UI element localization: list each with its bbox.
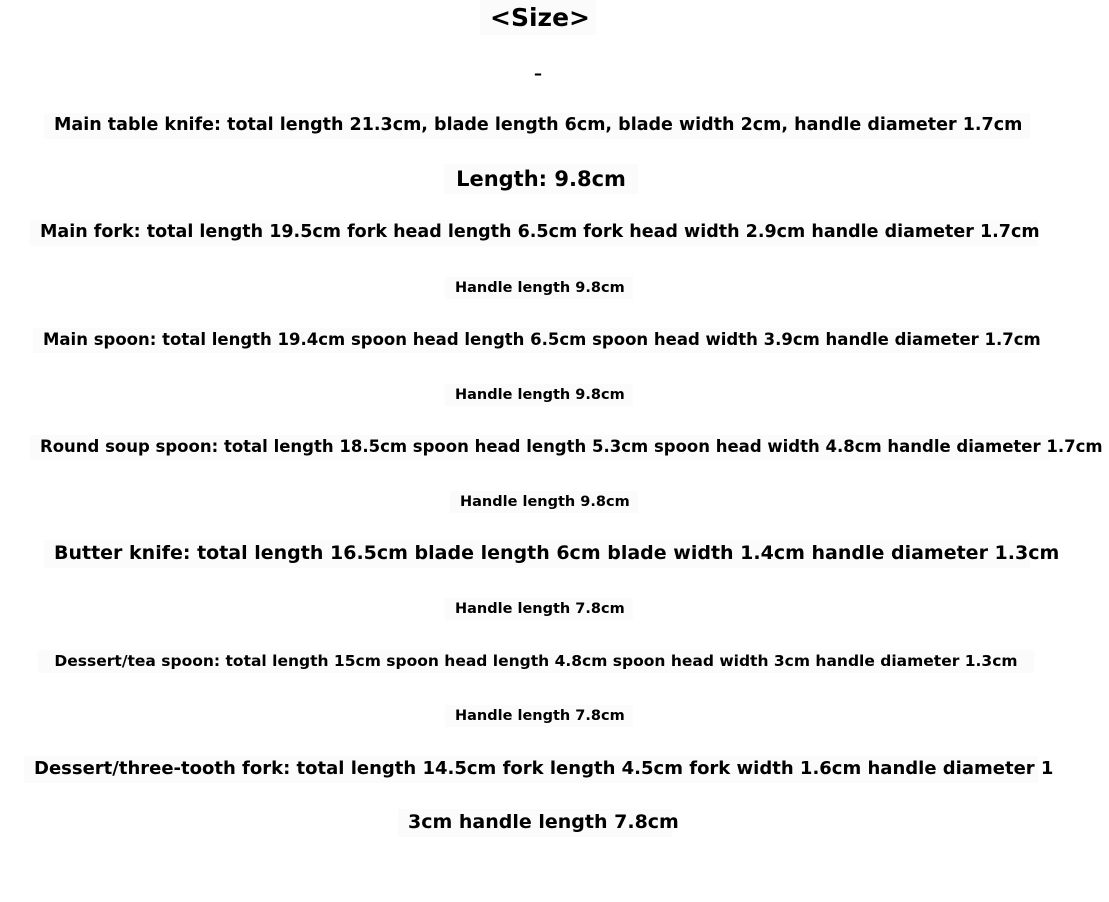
- spec-dessert-tea-spoon: Dessert/tea spoon: total length 15cm spoon head length 4.8cm spoon head width 3cm handle diameter 1.3cm: [38, 650, 1034, 673]
- page-title: <Size>: [480, 0, 596, 35]
- spec-butter-knife-handle: Handle length 7.8cm: [445, 598, 633, 620]
- spec-butter-knife: Butter knife: total length 16.5cm blade length 6cm blade width 1.4cm handle diameter 1.3cm: [44, 540, 1030, 568]
- spec-dessert-tea-spoon-handle: Handle length 7.8cm: [445, 705, 633, 727]
- spec-main-spoon: Main spoon: total length 19.4cm spoon head length 6.5cm spoon head width 3.9cm handle diameter 1.7cm: [33, 328, 1031, 353]
- spec-round-soup-spoon: Round soup spoon: total length 18.5cm spoon head length 5.3cm spoon head width 4.8cm handle diameter 1.7cm: [30, 435, 1050, 460]
- spec-main-table-knife: Main table knife: total length 21.3cm, blade length 6cm, blade width 2cm, handle diameter 1.7cm: [44, 113, 1030, 139]
- spec-main-spoon-handle: Handle length 9.8cm: [445, 384, 633, 406]
- spec-main-fork-handle: Handle length 9.8cm: [445, 277, 633, 299]
- spec-main-fork: Main fork: total length 19.5cm fork head length 6.5cm fork head width 2.9cm handle diameter 1.7cm: [30, 220, 1038, 246]
- spec-dessert-three-tooth-fork: Dessert/three-tooth fork: total length 14.5cm fork length 4.5cm fork width 1.6cm handle diameter 1: [24, 756, 1038, 783]
- spec-round-soup-spoon-handle: Handle length 9.8cm: [450, 491, 638, 513]
- spec-main-table-knife-length: Length: 9.8cm: [444, 164, 638, 194]
- title-dash: –: [534, 64, 542, 83]
- spec-dessert-three-tooth-fork-cont: 3cm handle length 7.8cm: [398, 809, 672, 837]
